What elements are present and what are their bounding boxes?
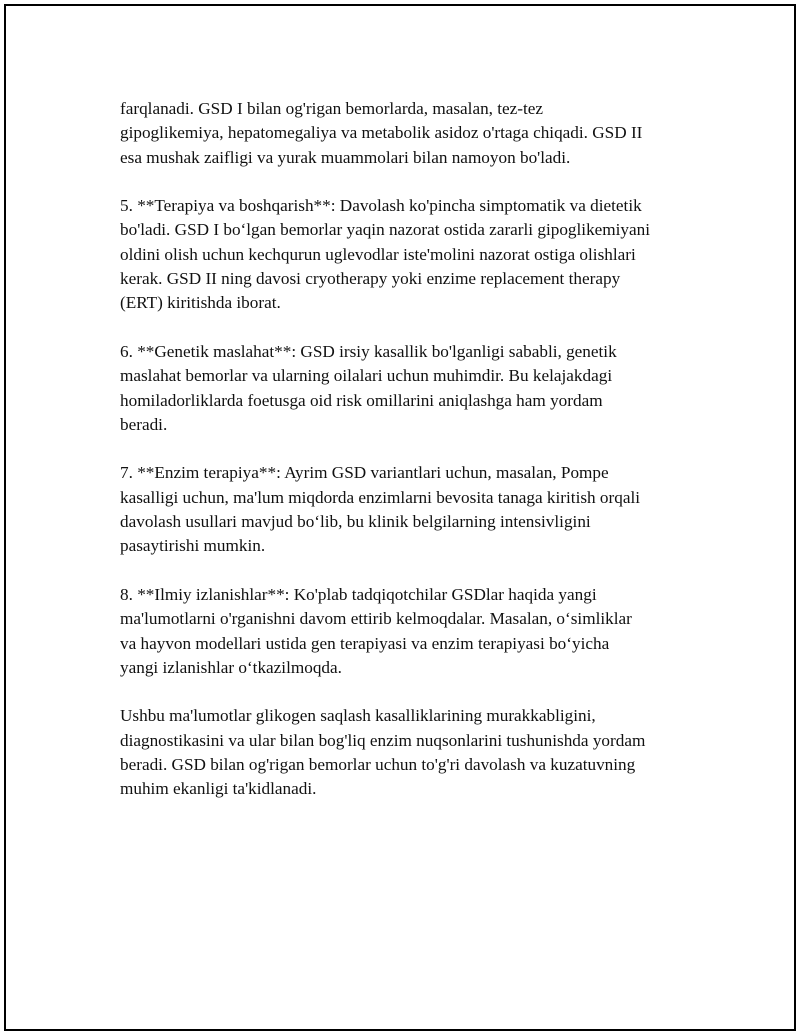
text-line: 7. **Enzim terapiya**: Ayrim GSD variantlari uchun, masalan, Pompe bbox=[120, 463, 609, 483]
text-line: yangi izlanishlar o‘tkazilmoqda. bbox=[120, 657, 342, 677]
text-line: 8. **Ilmiy izlanishlar**: Ko'plab tadqiqotchilar GSDlar haqida yangi bbox=[120, 584, 597, 604]
text-line: muhim ekanligi ta'kidlanadi. bbox=[120, 779, 317, 799]
text-line: va hayvon modellari ustida gen terapiyasi va enzim terapiyasi bo‘yicha bbox=[120, 633, 610, 653]
text-line: Ushbu ma'lumotlar glikogen saqlash kasalliklarining murakkabligini, bbox=[120, 706, 596, 726]
text-line: kasalligi uchun, ma'lum miqdorda enzimlarni bevosita tanaga kiritish orqali bbox=[120, 487, 641, 507]
text-line: beradi. GSD bilan og'rigan bemorlar uchun to'g'ri davolash va kuzatuvning bbox=[120, 755, 636, 775]
text-line: homiladorliklarda foetusga oid risk omillarini aniqlashga ham yordam bbox=[120, 390, 603, 410]
text-line: bo'ladi. GSD I bo‘lgan bemorlar yaqin nazorat ostida zararli gipoglikemiyani bbox=[120, 220, 651, 240]
paragraph-gsd-symptoms bbox=[120, 97, 710, 170]
paragraph-genetic-counseling bbox=[120, 340, 710, 437]
text-line: diagnostikasini va ular bilan bog'liq enzim nuqsonlarini tushunishda yordam bbox=[120, 730, 646, 750]
text-line: davolash usullari mavjud bo‘lib, bu klinik belgilarning intensivligini bbox=[120, 512, 591, 532]
text-line: 5. **Terapiya va boshqarish**: Davolash ko'pincha simptomatik va dietetik bbox=[120, 196, 642, 216]
text-line: farqlanadi. GSD I bilan og'rigan bemorlarda, masalan, tez-tez bbox=[120, 99, 544, 118]
paragraph-research bbox=[120, 583, 710, 680]
text-line: beradi. bbox=[120, 414, 168, 434]
text-line: maslahat bemorlar va ularning oilalari uchun muhimdir. Bu kelajakdagi bbox=[120, 366, 613, 386]
text-line: esa mushak zaifligi va yurak muammolari bilan namoyon bo'ladi. bbox=[120, 147, 571, 167]
text-line: kerak. GSD II ning davosi cryotherapy yoki enzime replacement therapy bbox=[120, 269, 621, 289]
text-line: (ERT) kiritishda iborat. bbox=[120, 293, 281, 313]
paragraph-therapy bbox=[120, 194, 710, 315]
document-body bbox=[120, 97, 710, 826]
paragraph-conclusion bbox=[120, 704, 710, 801]
text-line: oldini olish uchun kechqurun uglevodlar iste'molini nazorat ostiga olishlari bbox=[120, 244, 636, 264]
text-line: 6. **Genetik maslahat**: GSD irsiy kasallik bo'lganligi sababli, genetik bbox=[120, 341, 617, 361]
paragraph-enzyme-therapy bbox=[120, 461, 710, 558]
text-line: ma'lumotlarni o'rganishni davom ettirib kelmoqdalar. Masalan, o‘simliklar bbox=[120, 609, 632, 629]
text-line: gipoglikemiya, hepatomegaliya va metabolik asidoz o'rtaga chiqadi. GSD II bbox=[120, 123, 643, 143]
document-page bbox=[4, 4, 796, 1031]
text-line: pasaytirishi mumkin. bbox=[120, 536, 266, 556]
